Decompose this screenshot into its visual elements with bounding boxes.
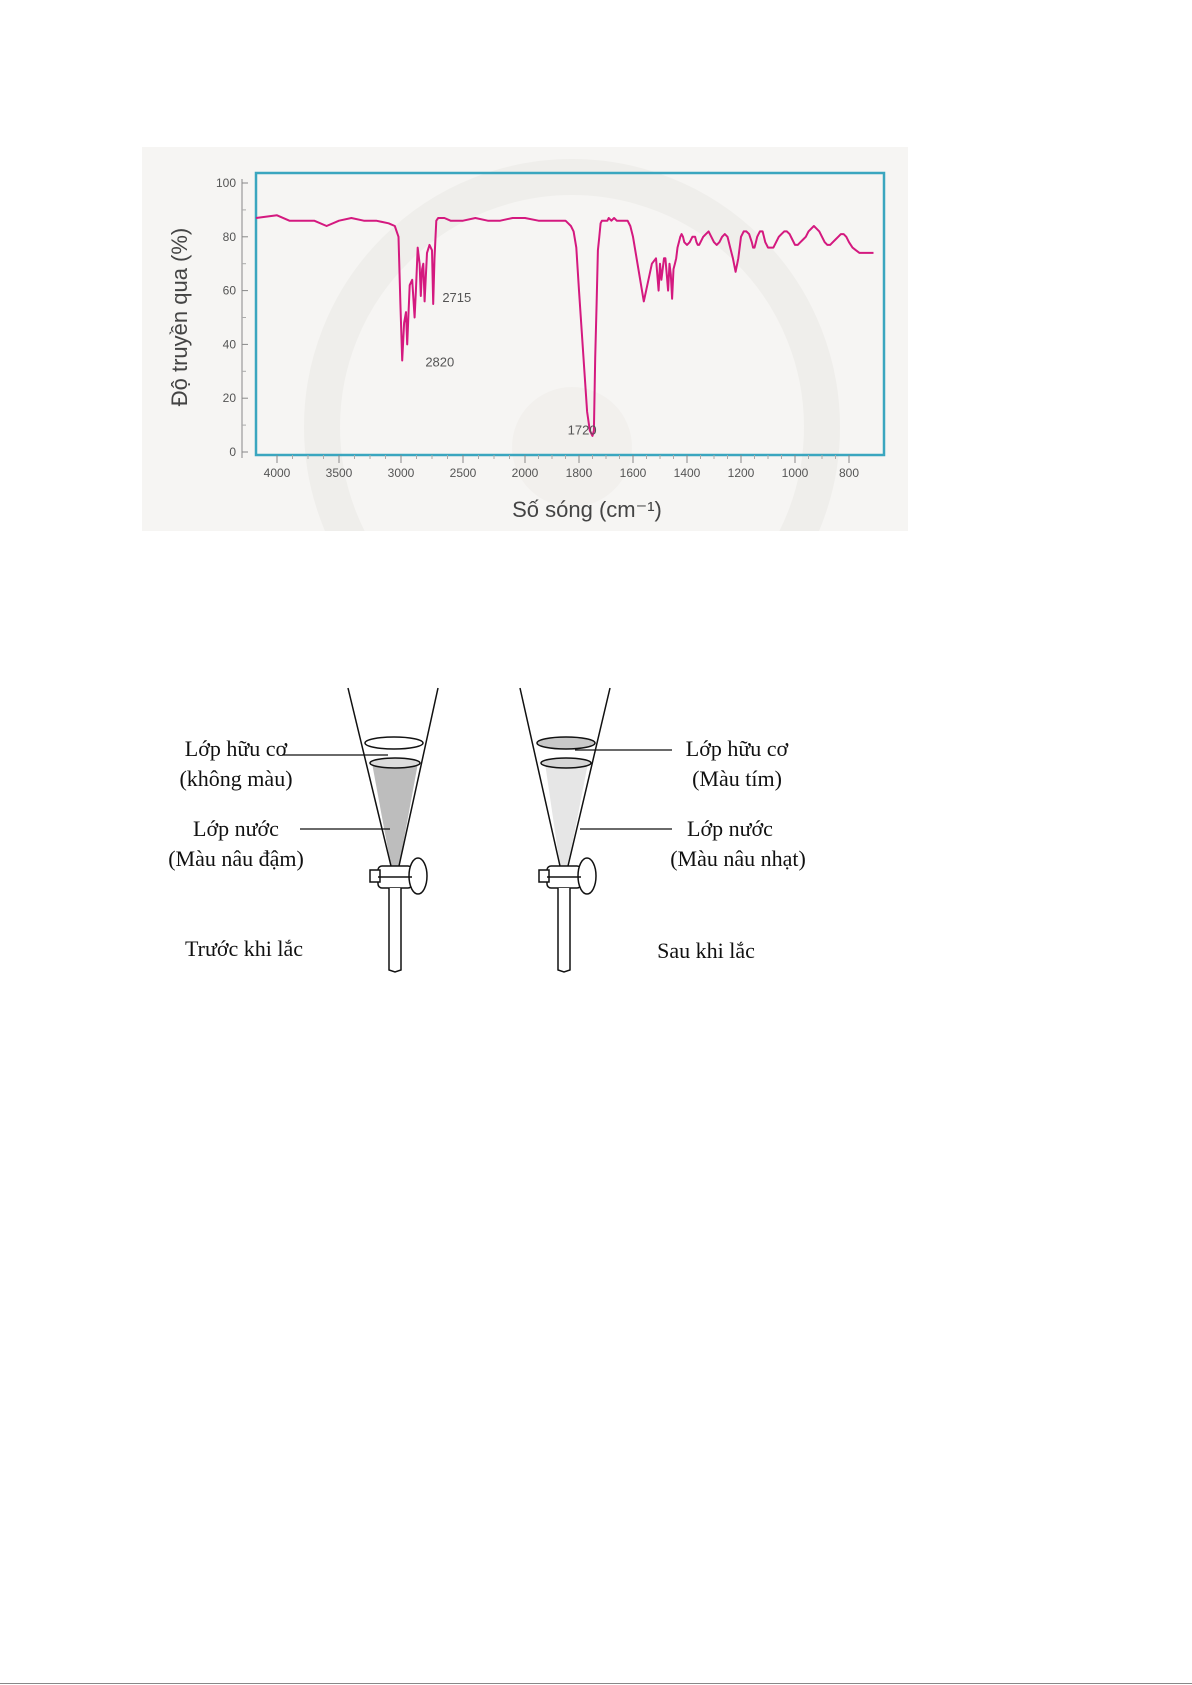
y-tick-label: 80 (222, 229, 236, 244)
right-organic-layer-label: Lớp hữu cơ (685, 736, 789, 761)
left-stopcock-nut (370, 870, 380, 882)
x-tick-label: 1000 (781, 466, 809, 480)
right-organic-color-label: (Màu tím) (692, 766, 782, 791)
right-water-layer-label: Lớp nước (687, 816, 773, 841)
right-interface-ellipse (541, 758, 591, 768)
left-water-layer-label: Lớp nước (193, 816, 279, 841)
left-organic-layer-label: Lớp hữu cơ (184, 736, 288, 761)
left-organic-top-ellipse (365, 737, 423, 749)
x-tick-label: 2500 (449, 466, 477, 480)
x-tick-label: 1600 (619, 466, 647, 480)
x-tick-label: 1800 (565, 466, 593, 480)
separatory-funnel-figure (150, 680, 830, 980)
x-tick-label: 3500 (325, 466, 353, 480)
x-tick-label: 800 (838, 466, 860, 480)
left-funnel-stem (389, 888, 401, 972)
ir-spectrum-chart (142, 147, 908, 531)
x-tick-label: 3000 (387, 466, 415, 480)
y-tick-label: 60 (222, 283, 236, 298)
x-axis-title: Số sóng (cm⁻¹) (512, 497, 662, 522)
right-caption: Sau khi lắc (657, 938, 755, 963)
right-stopcock-nut (539, 870, 549, 882)
left-funnel (348, 688, 438, 972)
peak-label-1720: 1720 (567, 422, 597, 438)
y-tick-label: 40 (222, 337, 236, 352)
y-tick-label: 100 (215, 176, 236, 190)
ir-spectrum-figure (142, 147, 908, 531)
right-funnel (520, 688, 610, 972)
x-tick-label: 1200 (727, 466, 755, 480)
x-tick-label: 2000 (511, 466, 539, 480)
left-interface-ellipse (370, 758, 420, 768)
funnel-diagram (150, 680, 830, 980)
left-water-color-label: (Màu nâu đậm) (168, 846, 304, 871)
y-tick-label: 0 (229, 445, 236, 459)
left-organic-color-label: (không màu) (179, 766, 293, 791)
left-caption: Trước khi lắc (184, 936, 304, 961)
peak-label-2820: 2820 (425, 354, 455, 370)
peak-label-2715: 2715 (442, 290, 472, 306)
page-bottom-rule (0, 1683, 1192, 1684)
x-tick-label: 4000 (263, 466, 291, 480)
right-funnel-stem (558, 888, 570, 972)
y-tick-label: 20 (222, 391, 236, 406)
x-tick-label: 1400 (673, 466, 701, 480)
left-stopcock-handle (409, 858, 427, 894)
right-organic-top-ellipse (537, 737, 595, 749)
right-water-layer (545, 763, 588, 866)
right-water-color-label: (Màu nâu nhạt) (670, 846, 806, 871)
right-stopcock-handle (578, 858, 596, 894)
y-axis-title: Độ truyền qua (%) (167, 227, 192, 407)
